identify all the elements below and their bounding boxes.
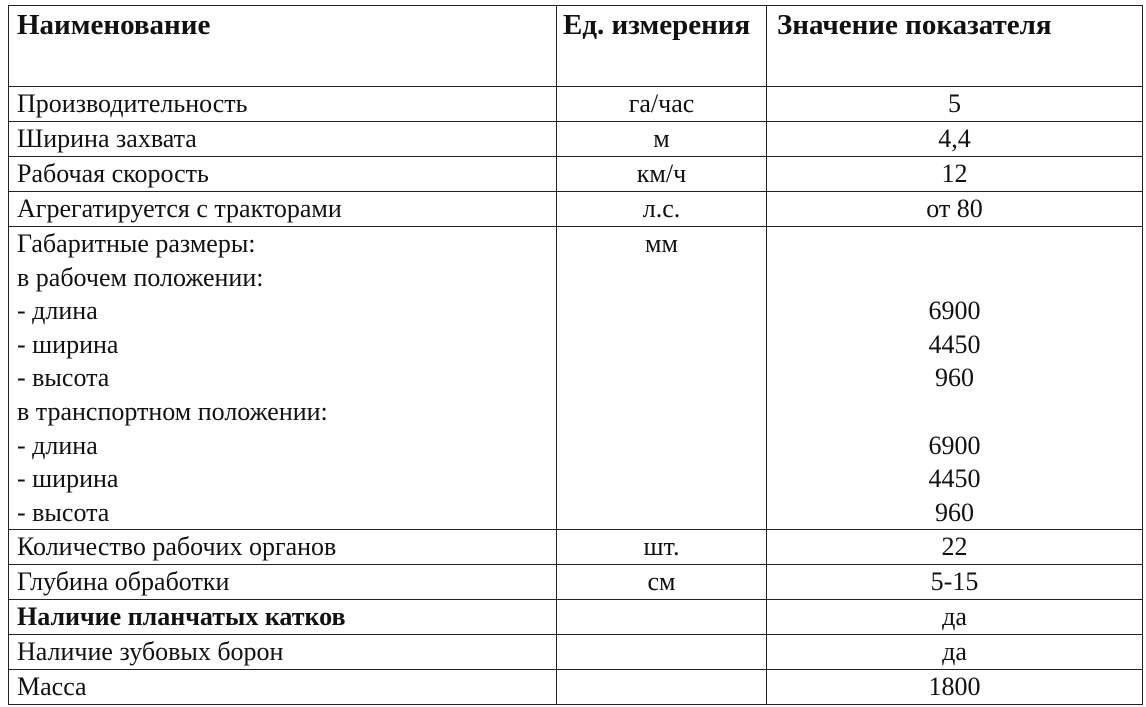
dimension-value: 4450 (928, 329, 981, 359)
row-name: Ширина захвата (9, 122, 557, 157)
table-row (9, 670, 1143, 705)
dimension-value (775, 261, 1134, 295)
dimensions-values (767, 227, 1143, 530)
row-value: 5-15 (767, 565, 1143, 600)
row-value: 22 (767, 530, 1143, 565)
row-value: 4,4 (767, 122, 1143, 157)
dimension-value: 960 (935, 497, 974, 527)
table-row (9, 192, 1143, 227)
row-name: Глубина обработки (9, 565, 557, 600)
dimension-label: - высота (17, 497, 110, 527)
table-row (9, 122, 1143, 157)
row-unit (557, 635, 767, 670)
dimension-label: - длина (17, 296, 98, 326)
dimension-label: Габаритные размеры: (17, 229, 256, 258)
dimension-label: в рабочем положении: (17, 262, 264, 292)
row-name: Агрегатируется с тракторами (9, 192, 557, 227)
dimensions-row (9, 227, 1143, 530)
header-value: Значение показателя (767, 6, 1143, 87)
dimensions-unit: мм (557, 227, 767, 530)
header-name: Наименование (9, 6, 557, 87)
dimension-value (775, 227, 1134, 261)
specifications-table (8, 5, 1143, 705)
header-row (9, 6, 1143, 87)
dimension-label: в транспортном положении: (17, 396, 328, 426)
row-unit (557, 600, 767, 635)
row-name: Масса (9, 670, 557, 705)
table-row (9, 530, 1143, 565)
row-name: Количество рабочих органов (9, 530, 557, 565)
dimension-value: 960 (935, 363, 974, 393)
dimension-value: 6900 (928, 430, 981, 460)
dimension-label: - высота (17, 363, 110, 393)
table-row (9, 635, 1143, 670)
row-unit: га/час (557, 87, 767, 122)
row-unit: м (557, 122, 767, 157)
dimension-value: 6900 (928, 296, 981, 326)
row-value: от 80 (767, 192, 1143, 227)
row-name: Наличие зубовых борон (9, 635, 557, 670)
dimension-label: - длина (17, 430, 98, 460)
dimensions-labels (9, 227, 557, 530)
table-row (9, 157, 1143, 192)
row-name: Наличие планчатых катков (9, 600, 557, 635)
dimension-value: 4450 (928, 464, 981, 494)
table-row (9, 600, 1143, 635)
row-name: Рабочая скорость (9, 157, 557, 192)
row-unit: шт. (557, 530, 767, 565)
row-unit: л.с. (557, 192, 767, 227)
row-value: да (767, 600, 1143, 635)
row-value: да (767, 635, 1143, 670)
row-unit: км/ч (557, 157, 767, 192)
row-value: 12 (767, 157, 1143, 192)
dimension-value (775, 395, 1134, 429)
row-unit (557, 670, 767, 705)
table-row (9, 87, 1143, 122)
dimension-label: - ширина (17, 464, 119, 494)
dimension-label: - ширина (17, 329, 119, 359)
row-unit: см (557, 565, 767, 600)
row-name: Производительность (9, 87, 557, 122)
header-unit: Ед. измерения (557, 6, 767, 87)
row-value: 1800 (767, 670, 1143, 705)
table-row (9, 565, 1143, 600)
row-value: 5 (767, 87, 1143, 122)
